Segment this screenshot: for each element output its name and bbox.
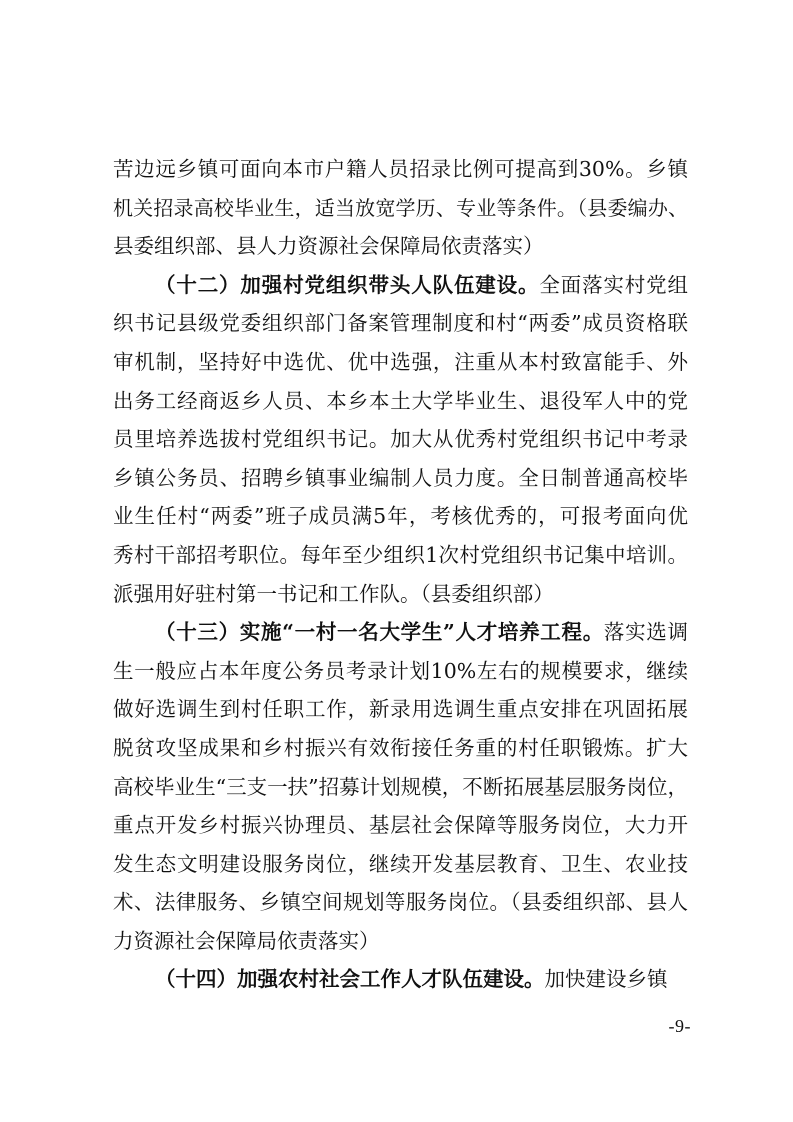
text-line bbox=[113, 227, 688, 266]
text-segment: 审机制，坚持好中选优、优中选强，注重从本村致富能手、外 bbox=[113, 349, 688, 374]
text-segment: 出务工经商返乡人员、本乡本土大学毕业生、退役军人中的党 bbox=[113, 388, 688, 413]
text-segment: 苦边远乡镇可面向本市户籍人员招录比例可提高到30%。乡镇 bbox=[113, 157, 688, 181]
text-segment: 乡镇公务员、招聘乡镇事业编制人员力度。全日制普通高校毕 bbox=[113, 465, 688, 490]
text-segment: 术、法律服务、乡镇空间规划等服务岗位。（县委组织部、县人 bbox=[113, 890, 688, 915]
text-segment: 织书记县级党委组织部门备案管理制度和村“两委”成员资格联 bbox=[113, 311, 688, 336]
text-segment: 员里培养选拔村党组织书记。加大从优秀村党组织书记中考录 bbox=[113, 427, 688, 452]
text-line bbox=[113, 652, 688, 691]
page-number: -9- bbox=[668, 1016, 691, 1036]
text-line bbox=[113, 845, 688, 884]
text-line bbox=[113, 189, 688, 228]
text-segment: 生一般应占本年度公务员考录计划10%左右的规模要求，继续 bbox=[113, 658, 688, 683]
text-segment: 加快建设乡镇 bbox=[544, 967, 668, 992]
body-text bbox=[113, 150, 688, 999]
text-segment: 落实选调 bbox=[603, 620, 688, 645]
text-segment: 力资源社会保障局依责落实） bbox=[113, 928, 380, 953]
text-line bbox=[113, 343, 688, 382]
text-line bbox=[113, 575, 688, 614]
text-segment: 高校毕业生“三支一扶”招募计划规模，不断拓展基层服务岗位， bbox=[113, 774, 688, 799]
text-line bbox=[113, 304, 688, 343]
text-segment: 重点开发乡村振兴协理员、基层社会保障等服务岗位，大力开 bbox=[113, 813, 688, 838]
text-segment: 业生任村“两委”班子成员满5年，考核优秀的，可报考面向优 bbox=[113, 504, 688, 529]
text-line bbox=[113, 459, 688, 498]
text-line bbox=[113, 768, 688, 807]
text-line bbox=[113, 922, 688, 961]
text-line bbox=[113, 382, 688, 421]
paragraph-13 bbox=[113, 613, 688, 960]
text-line bbox=[113, 806, 688, 845]
text-segment: 全面落实村党组 bbox=[539, 272, 688, 297]
text-line bbox=[113, 960, 688, 999]
text-line bbox=[113, 613, 688, 652]
text-segment: 发生态文明建设服务岗位，继续开发基层教育、卫生、农业技 bbox=[113, 851, 688, 876]
text-line bbox=[113, 883, 688, 922]
paragraph-continued bbox=[113, 150, 688, 266]
section-heading: （十三）实施“一村一名大学生”人才培养工程。 bbox=[155, 620, 604, 645]
text-line bbox=[113, 150, 688, 189]
text-line bbox=[113, 690, 688, 729]
text-segment: 机关招录高校毕业生，适当放宽学历、专业等条件。（县委编办、 bbox=[113, 195, 688, 220]
text-line bbox=[113, 420, 688, 459]
text-line bbox=[113, 536, 688, 575]
section-heading: （十二）加强村党组织带头人队伍建设。 bbox=[155, 272, 540, 297]
text-segment: 做好选调生到村任职工作，新录用选调生重点安排在巩固拓展 bbox=[113, 697, 688, 722]
paragraph-12 bbox=[113, 266, 688, 613]
text-line bbox=[113, 266, 688, 305]
text-line bbox=[113, 729, 688, 768]
text-segment: 县委组织部、县人力资源社会保障局依责落实） bbox=[113, 234, 544, 259]
text-segment: 派强用好驻村第一书记和工作队。（县委组织部） bbox=[113, 581, 554, 606]
text-segment: 脱贫攻坚成果和乡村振兴有效衔接任务重的村任职锻炼。扩大 bbox=[113, 735, 688, 760]
text-segment: 秀村干部招考职位。每年至少组织1次村党组织书记集中培训。 bbox=[113, 542, 688, 567]
section-heading: （十四）加强农村社会工作人才队伍建设。 bbox=[155, 967, 545, 992]
text-line bbox=[113, 497, 688, 536]
paragraph-14 bbox=[113, 960, 688, 999]
